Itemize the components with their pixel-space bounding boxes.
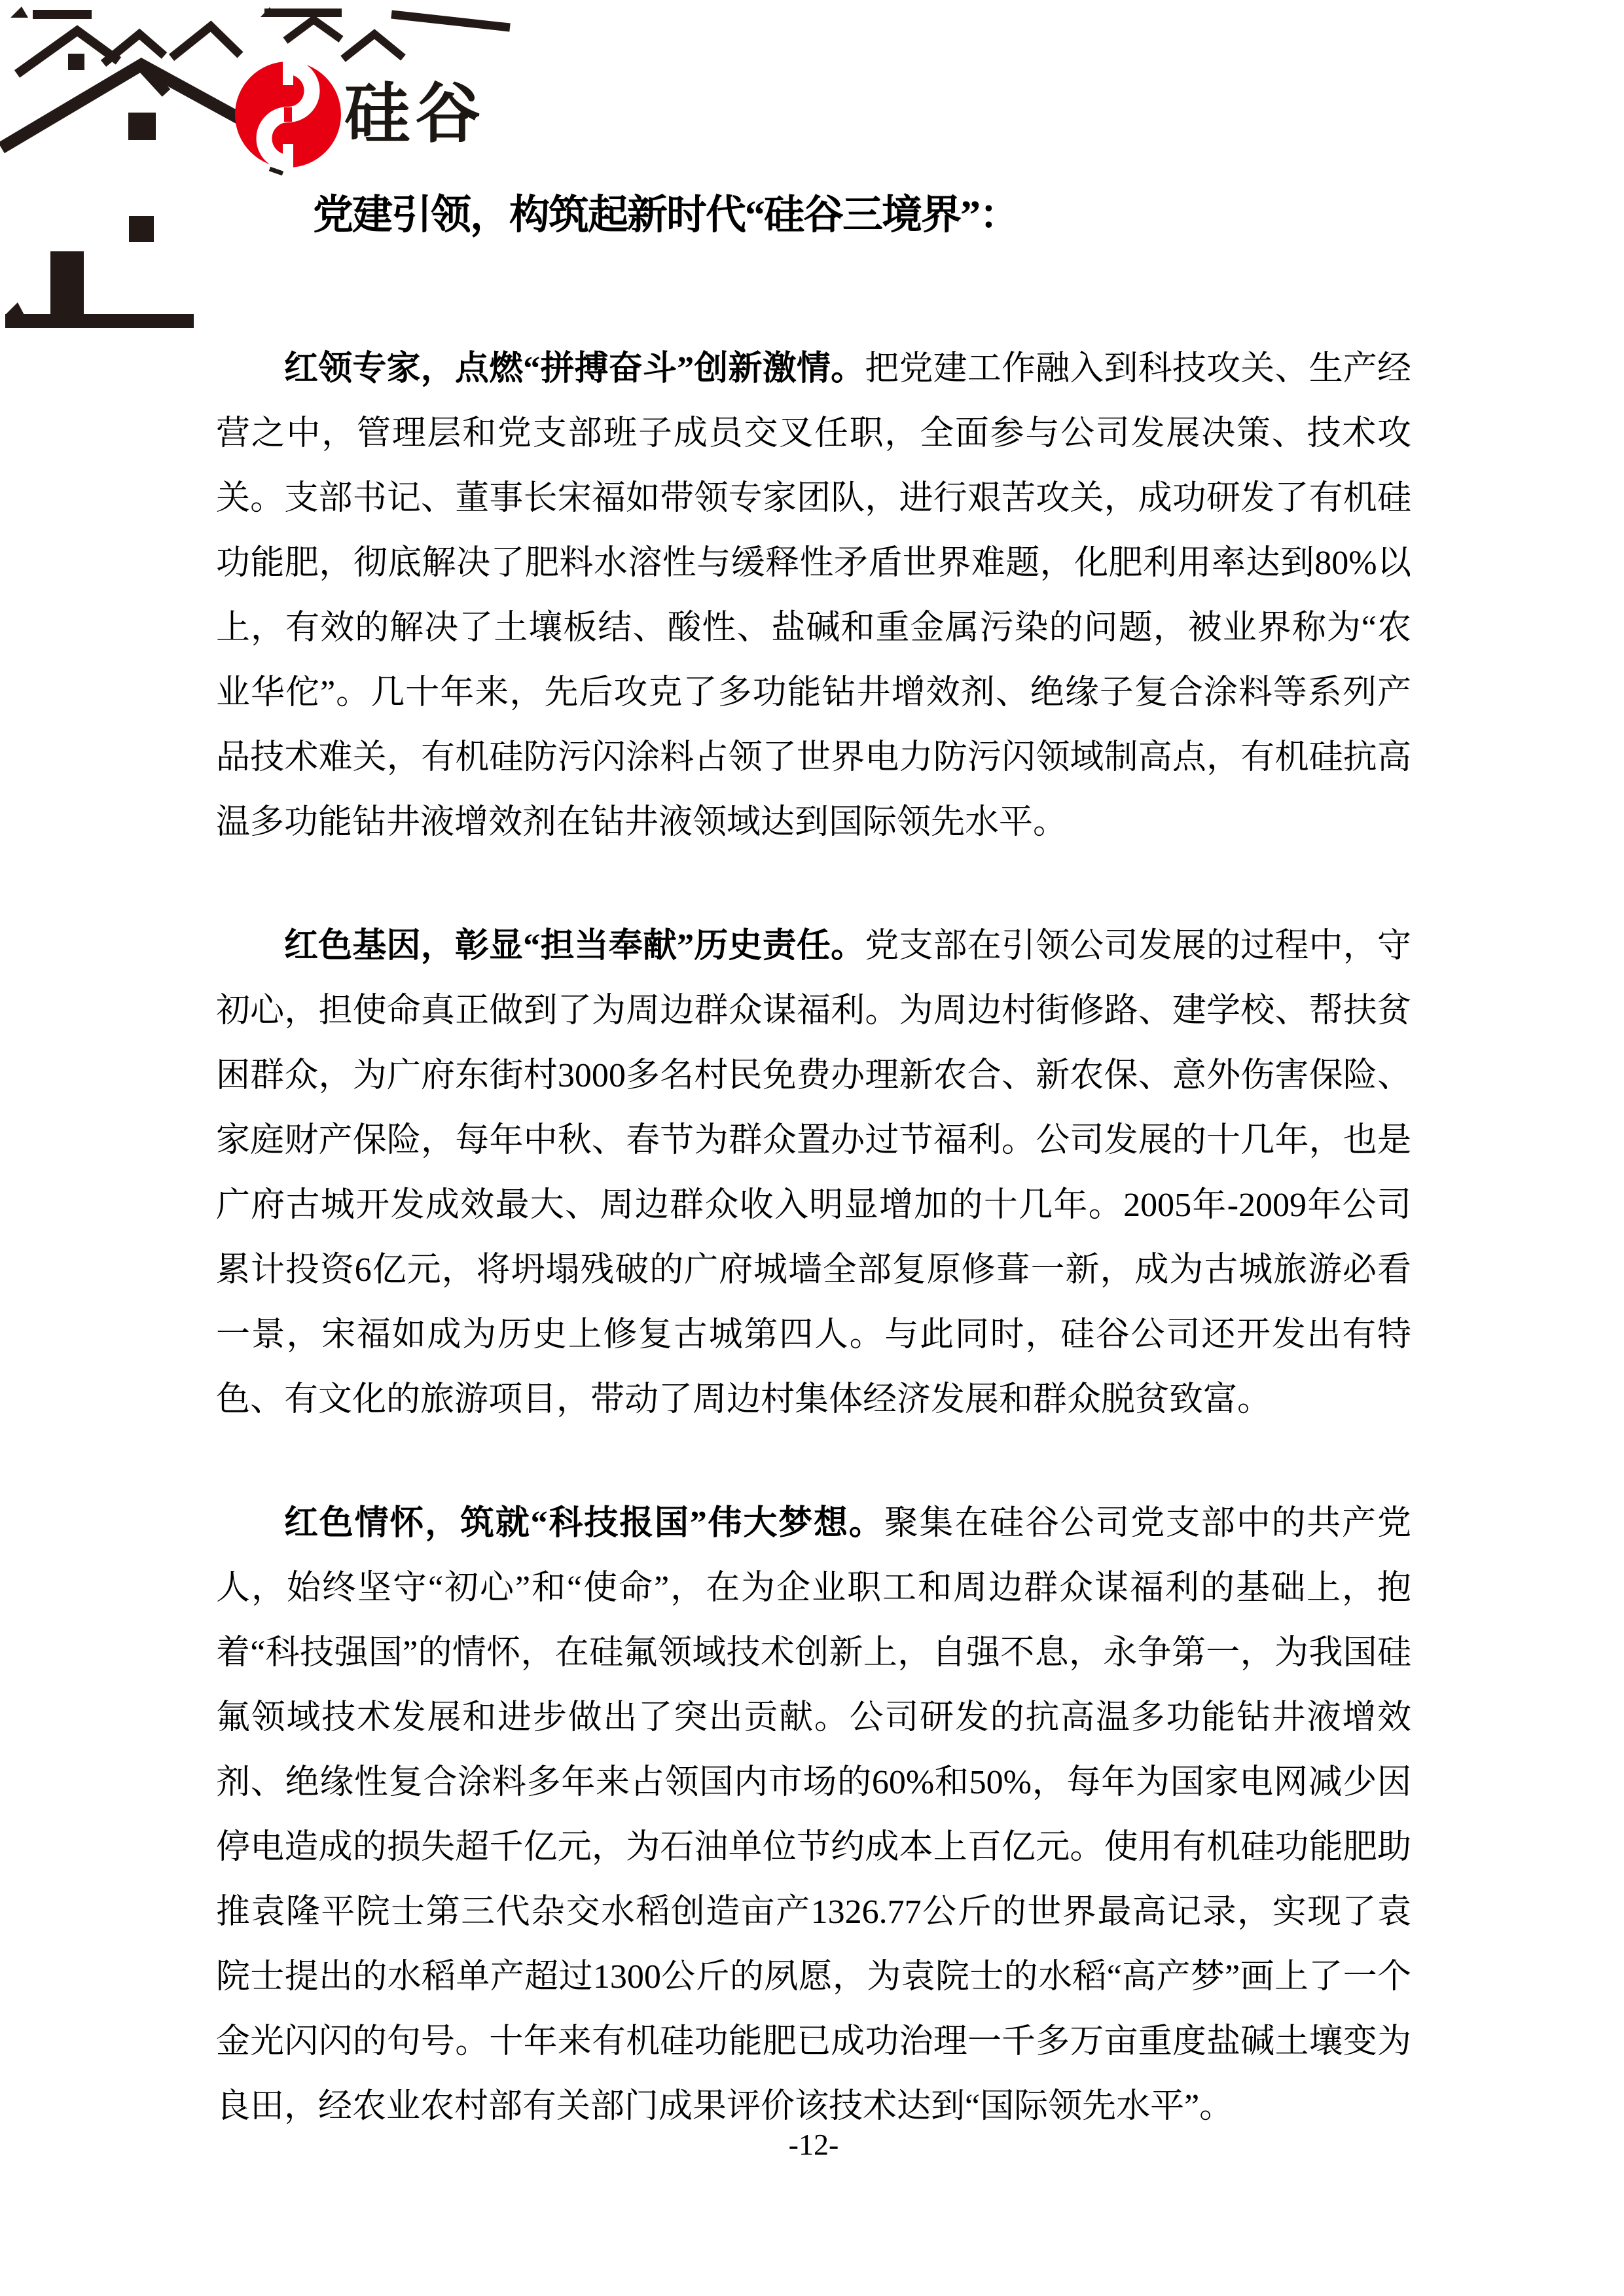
page-number: -12- xyxy=(788,2128,839,2161)
page-title: 党建引领，构筑起新时代“硅谷三境界”： xyxy=(313,193,1019,238)
paragraph-2-text: 党支部在引领公司发展的过程中，守初心，担使命真正做到了为周边群众谋福利。为周边村街修路、建学校、帮扶贫困群众，为广府东街村3000多名村民免费办理新农合、新农保、意外伤害保险、家庭财产保险，每年中秋、春节为群众置办过节福利。公司发展的十几年，也是广府古城开发成效最大、周边群众收入明显增加的十几年。2005年-2009年公司累计投资6亿元，将坍塌残破的广府城墙全部复原修葺一新，成为古城旅游必看一景，宋福如成为历史上修复古城第四人。与此同时，硅谷公司还开发出有特色、有文化的旅游项目，带动了周边村集体经济发展和群众脱贫致富。 xyxy=(216,927,1411,1418)
paragraph-1 xyxy=(216,336,1411,855)
red-s-emblem xyxy=(235,59,341,170)
paragraph-3-text: 聚集在硅谷公司党支部中的共产党人，始终坚守“初心”和“使命”，在为企业职工和周边群众谋福利的基础上，抱着“科技强国”的情怀，在硅氟领域技术创新上，自强不息，永争第一，为我国硅氟领域技术发展和进步做出了突出贡献。公司研发的抗高温多功能钻井液增效剂、绝缘性复合涂料多年来占领国内市场的60%和50%，每年为国家电网减少因停电造成的损失超千亿元，为石油单位节约成本上百亿元。使用有机硅功能肥助推袁隆平院士第三代杂交水稻创造亩产1326.77公斤的世界最高记录，实现了袁院士提出的水稻单产超过1300公斤的夙愿，为袁院士的水稻“高产梦”画上了一个金光闪闪的句号。十年来有机硅功能肥已成功治理一千多万亩重度盐碱土壤变为良田，经农业农村部有关部门成果评价该技术达到“国际领先水平”。 xyxy=(216,1505,1411,2125)
paragraph-2-lead: 红色基因，彰显“担当奉献”历史责任。 xyxy=(284,927,865,965)
paragraph-2 xyxy=(216,914,1411,1432)
article-body xyxy=(216,336,1411,2139)
paragraph-3 xyxy=(216,1491,1411,2139)
logo-brand-text: 硅谷 xyxy=(344,77,486,151)
logo-rooftops-graphic xyxy=(0,0,517,344)
company-logo xyxy=(0,0,517,344)
paragraph-1-text: 把党建工作融入到科技攻关、生产经营之中，管理层和党支部班子成员交叉任职，全面参与公司发展决策、技术攻关。支部书记、董事长宋福如带领专家团队，进行艰苦攻关，成功研发了有机硅功能肥，彻底解决了肥料水溶性与缓释性矛盾世界难题，化肥利用率达到80%以上，有效的解决了土壤板结、酸性、盐碱和重金属污染的问题，被业界称为“农业华佗”。几十年来，先后攻克了多功能钻井增效剂、绝缘子复合涂料等系列产品技术难关，有机硅防污闪涂料占领了世界电力防污闪领域制高点，有机硅抗高温多功能钻井液增效剂在钻井液领域达到国际领先水平。 xyxy=(216,350,1411,841)
paragraph-3-lead: 红色情怀，筑就“科技报国”伟大梦想。 xyxy=(284,1505,884,1542)
paragraph-1-lead: 红领专家，点燃“拼搏奋斗”创新激情。 xyxy=(284,350,865,387)
